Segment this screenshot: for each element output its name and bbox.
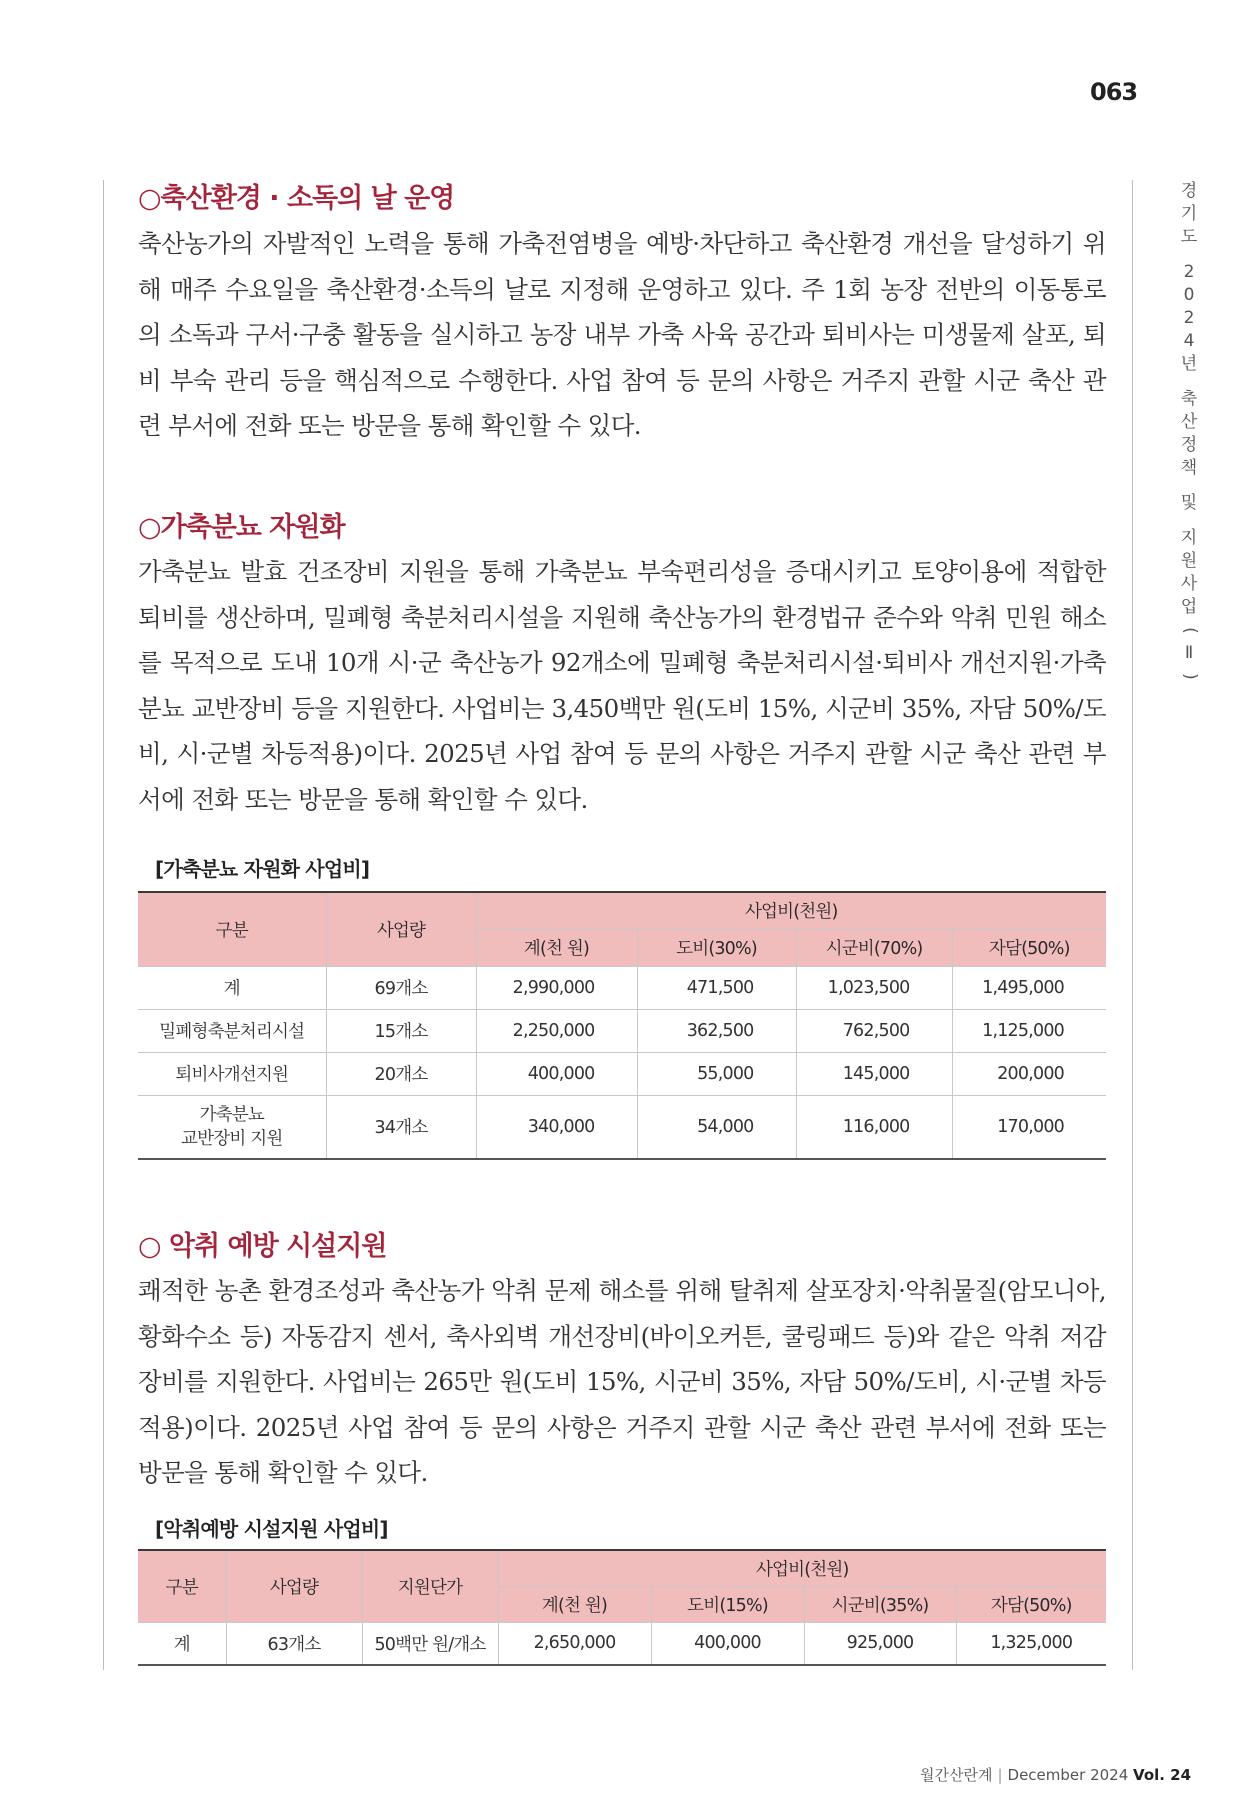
side-title-char: 축 xyxy=(1180,389,1198,409)
header-city: 시군비(35%) xyxy=(804,1586,956,1622)
side-title-char: ) xyxy=(1179,673,1200,680)
cell-province: 362,500 xyxy=(637,1009,796,1052)
page-number: 063 xyxy=(1090,78,1138,106)
table-row xyxy=(138,966,1106,1009)
cell-city: 1,023,500 xyxy=(796,966,952,1009)
header-self: 자담(50%) xyxy=(952,929,1106,966)
side-title-char: 책 xyxy=(1180,458,1198,478)
table-row xyxy=(138,1009,1106,1052)
left-divider xyxy=(103,180,104,1670)
cell-quantity: 20개소 xyxy=(326,1052,476,1095)
cell-category: 퇴비사개선지원 xyxy=(138,1052,326,1095)
side-title-char: 경 xyxy=(1180,181,1198,201)
footer-volume: Vol. 24 xyxy=(1133,1766,1192,1784)
header-budget-group: 사업비(천원) xyxy=(476,892,1106,929)
section-title-manure-resource: ○가축분뇨 자원화 xyxy=(138,512,345,543)
side-title-char: 도 xyxy=(1180,227,1198,247)
cell-province: 55,000 xyxy=(637,1052,796,1095)
table-row xyxy=(138,1622,1106,1665)
cell-self: 1,125,000 xyxy=(952,1009,1106,1052)
cell-total: 2,250,000 xyxy=(476,1009,637,1052)
side-title-char: ( xyxy=(1179,627,1200,634)
cell-self: 1,495,000 xyxy=(952,966,1106,1009)
cell-self: 200,000 xyxy=(952,1052,1106,1095)
cell-total: 400,000 xyxy=(476,1052,637,1095)
footer-issue: December 2024 xyxy=(1007,1766,1129,1784)
header-total: 계(천 원) xyxy=(498,1586,651,1622)
side-title-char: 사 xyxy=(1180,574,1198,594)
side-title-char: 및 xyxy=(1180,493,1198,513)
cell-quantity: 69개소 xyxy=(326,966,476,1009)
cell-quantity: 15개소 xyxy=(326,1009,476,1052)
section-body-manure-resource: 가축분뇨 발효 건조장비 지원을 통해 가축분뇨 부숙편리성을 증대시키고 토양이용에 적합한 퇴비를 생산하며, 밀폐형 축분처리시설을 지원해 축산농가의 환경법규 준수와 악취 민원 해소를 목적으로 도내 10개 시·군 축산농가 92개소에 밀폐형 축분처리시설·퇴비사 개선지원·가축분뇨 교반장비 등을 지원한다. 사업비는 3,450백만 원(도비 15%, 시군비 35%, 자담 50%/도비, 시·군별 차등적용)이다. 2025년 사업 참여 등 문의 사항은 거주지 관할 시군 축산 관련 부서에 전화 또는 방문을 통해 확인할 수 있다. xyxy=(138,557,1106,814)
odor-budget-table xyxy=(138,1549,1106,1666)
cell-category-line1: 가축분뇨 xyxy=(199,1104,264,1125)
side-title-char: 년 xyxy=(1180,354,1198,374)
cell-city: 762,500 xyxy=(796,1009,952,1052)
footer-magazine: 월간산란계 xyxy=(920,1766,993,1784)
cell-category: 계 xyxy=(138,966,326,1009)
header-unit-price: 지원단가 xyxy=(362,1550,498,1622)
cell-city: 925,000 xyxy=(804,1622,956,1665)
table-caption-odor: [악취예방 시설지원 사업비] xyxy=(155,1517,388,1541)
header-budget-group: 사업비(천원) xyxy=(498,1550,1106,1586)
side-title-char: 4 xyxy=(1183,331,1195,351)
header-province: 도비(30%) xyxy=(637,929,796,966)
header-province: 도비(15%) xyxy=(651,1586,804,1622)
cell-city: 145,000 xyxy=(796,1052,952,1095)
manure-budget-table xyxy=(138,891,1106,1160)
section-title-odor-prevention: ○ 악취 예방 시설지원 xyxy=(138,1231,387,1262)
table-row xyxy=(138,1052,1106,1095)
right-divider xyxy=(1132,180,1133,1670)
cell-category: 밀폐형축분처리시설 xyxy=(138,1009,326,1052)
table-caption-manure: [가축분뇨 자원화 사업비] xyxy=(155,857,370,881)
footer xyxy=(920,1764,1192,1785)
cell-quantity: 63개소 xyxy=(226,1622,362,1665)
side-title-char: 기 xyxy=(1180,204,1198,224)
side-title-char: 2 xyxy=(1183,308,1195,328)
side-title-char: 2 xyxy=(1183,262,1195,282)
header-city: 시군비(70%) xyxy=(796,929,952,966)
cell-self: 1,325,000 xyxy=(956,1622,1106,1665)
footer-separator: | xyxy=(997,1766,1003,1784)
header-self: 자담(50%) xyxy=(956,1586,1106,1622)
cell-self: 170,000 xyxy=(952,1095,1106,1159)
side-title-char: 지 xyxy=(1180,528,1198,548)
section-title-disinfection-day: ○축산환경 · 소독의 날 운영 xyxy=(138,183,455,214)
section-body-disinfection-day: 축산농가의 자발적인 노력을 통해 가축전염병을 예방·차단하고 축산환경 개선을 달성하기 위해 매주 수요일을 축산환경·소득의 날로 지정해 운영하고 있다. 주 1회 농장 전반의 이동통로의 소독과 구서·구충 활동을 실시하고 농장 내부 가축 사육 공간과 퇴비사는 미생물제 살포, 퇴비 부숙 관리 등을 핵심적으로 수행한다. 사업 참여 등 문의 사항은 거주지 관할 시군 축산 관련 부서에 전화 또는 방문을 통해 확인할 수 있다. xyxy=(138,229,1106,440)
cell-category xyxy=(138,1095,326,1159)
header-total: 계(천 원) xyxy=(476,929,637,966)
cell-city: 116,000 xyxy=(796,1095,952,1159)
cell-province: 471,500 xyxy=(637,966,796,1009)
cell-province: 400,000 xyxy=(651,1622,804,1665)
header-quantity: 사업량 xyxy=(326,892,476,966)
cell-unit-price: 50백만 원/개소 xyxy=(362,1622,498,1665)
side-title-char: 원 xyxy=(1180,551,1198,571)
side-title-char: 업 xyxy=(1180,597,1198,617)
cell-quantity: 34개소 xyxy=(326,1095,476,1159)
cell-total: 340,000 xyxy=(476,1095,637,1159)
cell-total: 2,650,000 xyxy=(498,1622,651,1665)
section-body-odor-prevention: 쾌적한 농촌 환경조성과 축산농가 악취 문제 해소를 위해 탈취제 살포장치·악취물질(암모니아, 황화수소 등) 자동감지 센서, 축사외벽 개선장비(바이오커튼, 쿨링패드 등)와 같은 악취 저감 장비를 지원한다. 사업비는 265만 원(도비 15%, 시군비 35%, 자담 50%/도비, 시·군별 차등적용)이다. 2025년 사업 참여 등 문의 사항은 거주지 관할 시군 축산 관련 부서에 전화 또는 방문을 통해 확인할 수 있다. xyxy=(138,1276,1106,1487)
cell-category: 계 xyxy=(138,1622,226,1665)
table-row xyxy=(138,1095,1106,1159)
side-title-char: 0 xyxy=(1183,285,1195,305)
side-running-title xyxy=(1175,180,1203,688)
side-title-char: Ⅱ xyxy=(1184,643,1194,663)
cell-total: 2,990,000 xyxy=(476,966,637,1009)
side-title-char: 산 xyxy=(1180,412,1198,432)
cell-category-line2: 교반장비 지원 xyxy=(181,1128,283,1149)
cell-province: 54,000 xyxy=(637,1095,796,1159)
side-title-char: 정 xyxy=(1180,435,1198,455)
header-category: 구분 xyxy=(138,1550,226,1622)
header-category: 구분 xyxy=(138,892,326,966)
header-quantity: 사업량 xyxy=(226,1550,362,1622)
